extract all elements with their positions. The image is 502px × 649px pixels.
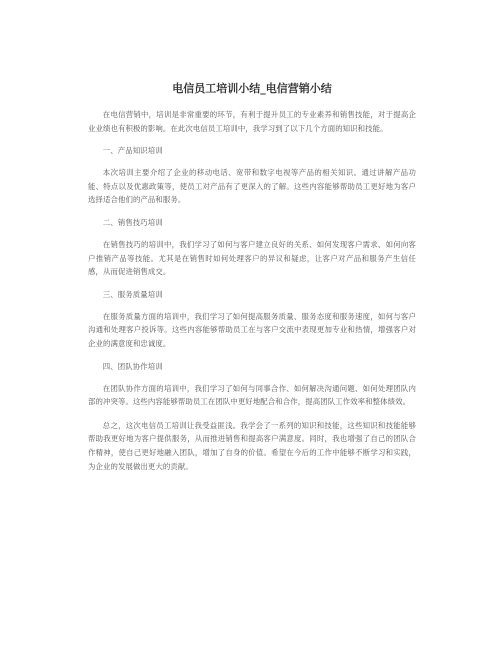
section-heading-product-knowledge: 一、产品知识培训 bbox=[102, 146, 163, 156]
section-heading-sales-skills: 二、销售技巧培训 bbox=[102, 217, 163, 227]
section-heading-service-quality: 三、服务质量培训 bbox=[102, 289, 163, 299]
section-body-product-knowledge: 本次培训主要介绍了企业的移动电话、宽带和数字电视等产品的相关知识。通过讲解产品功能、特点以及优惠政策等，使员工对产品有了更深入的了解。这些内容能够帮助员工更好地为客户选择适合他们的产品和服务。 bbox=[88, 168, 416, 205]
intro-paragraph: 在电信营销中，培训是非常重要的环节，有利于提升员工的专业素养和销售技能，对于提高企业业绩也有积极的影响。在此次电信员工培训中，我学习到了以下几个方面的知识和技能。 bbox=[88, 110, 416, 133]
section-body-service-quality: 在服务质量方面的培训中，我们学习了如何提高服务质量、服务态度和服务速度，如何与客户沟通和处理客户投诉等。这些内容能够帮助员工在与客户交流中表现更加专业和热情，增强客户对企业的满意度和忠诚度。 bbox=[88, 311, 416, 348]
section-heading-teamwork: 四、团队协作培训 bbox=[102, 361, 163, 371]
section-body-teamwork: 在团队协作方面的培训中，我们学习了如何与同事合作、如何解决沟通问题、如何处理团队内部的冲突等。这些内容能够帮助员工在团队中更好地配合和合作，提高团队工作效率和整体绩效。 bbox=[88, 383, 416, 407]
section-body-sales-skills: 在销售技巧的培训中，我们学习了如何与客户建立良好的关系、如何发现客户需求、如何向客户推销产品等技能。尤其是在销售时如何处理客户的异议和疑虑，让客户对产品和服务产生信任感，从而促进销售成交。 bbox=[88, 239, 416, 277]
conclusion-paragraph: 总之，这次电信员工培训让我受益匪浅。我学会了一系列的知识和技能，这些知识和技能能够帮助我更好地为客户提供服务，从而推进销售和提高客户满意度。同时，我也增强了自己的团队合作精神，使自己更好地融入团队，增加了自身的价值。希望在今后的工作中能够不断学习和实践，为企业的发展做出更大的贡献。 bbox=[88, 420, 416, 471]
document-title: 电信员工培训小结_电信营销小结 bbox=[172, 82, 332, 95]
